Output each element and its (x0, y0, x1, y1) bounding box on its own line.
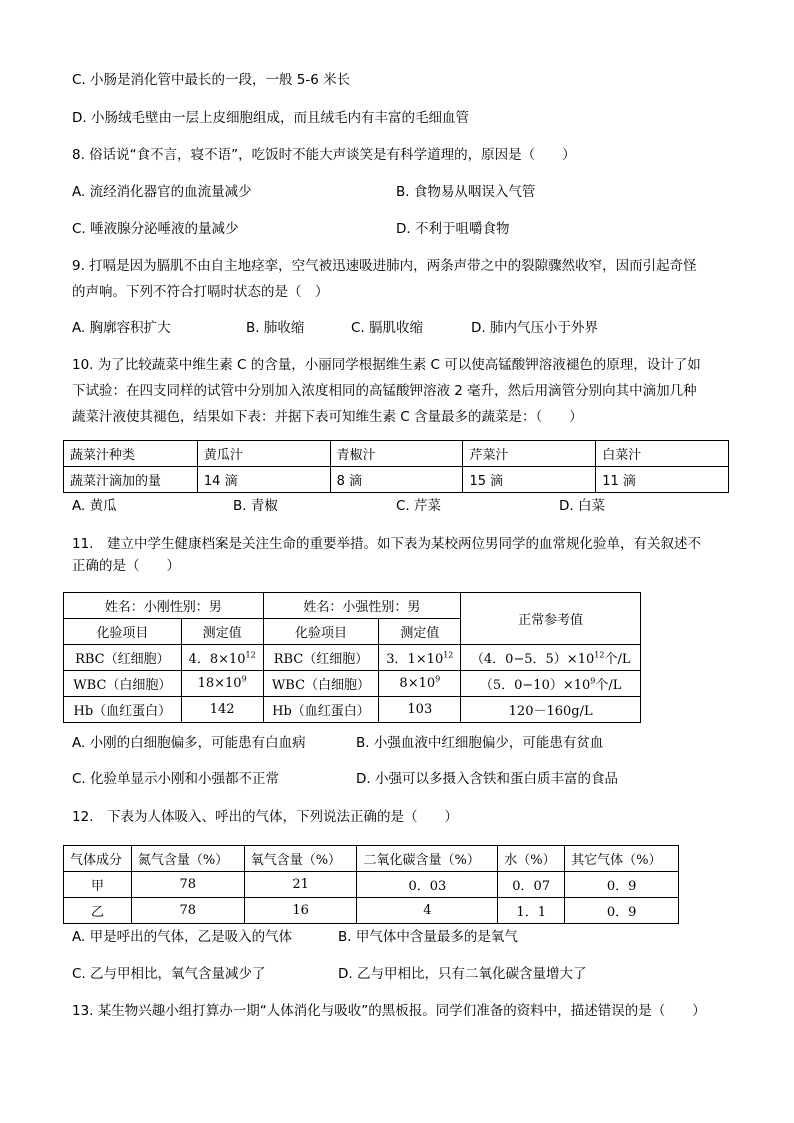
q11-stem-line1: 11. 建立中学生健康档案是关注生命的重要举措。如下表为某校两位男同学的血常规化验单，有关叙述不 (72, 536, 701, 552)
q11-stem-line2: 正确的是（ ） (72, 558, 180, 574)
table-cell: 142 (181, 697, 263, 723)
table-row (64, 898, 679, 924)
table-cell: 78 (131, 898, 244, 924)
q9-option-d: D. 肺内气压小于外界 (471, 320, 598, 336)
table-cell: Hb（血红蛋白） (263, 697, 379, 723)
student2-name: 姓名：小强性别：男 (263, 593, 461, 619)
table-cell: 8 滴 (330, 467, 463, 493)
table-cell: WBC（白细胞） (64, 671, 182, 697)
table-cell: 测定值 (181, 619, 263, 645)
table-cell: 氧气含量（%） (244, 846, 357, 872)
q11-option-b: B. 小强血液中红细胞偏少，可能患有贫血 (356, 735, 604, 751)
q11-option-c: C. 化验单显示小刚和小强都不正常 (72, 771, 280, 787)
table-cell: 水（%） (498, 846, 565, 872)
table-cell: Hb（血红蛋白） (64, 697, 182, 723)
table-cell: WBC（白细胞） (263, 671, 379, 697)
q11-option-a: A. 小刚的白细胞偏多，可能患有白血病 (72, 735, 306, 751)
table-cell: $18\times 10^9$ (181, 671, 263, 697)
table-row (64, 467, 729, 493)
table-row (64, 593, 641, 619)
table-row (64, 846, 679, 872)
q9-stem-line1: 9. 打嗝是因为膈肌不由自主地痉挛，空气被迅速吸进肺内，两条声带之中的裂隙骤然收窄，因而引起奇怪 (72, 258, 697, 274)
table-cell: 14 滴 (197, 467, 330, 493)
q12-option-d: D. 乙与甲相比，只有二氧化碳含量增大了 (338, 966, 587, 982)
table-cell: （4．0−5．$5)\times 10^{12}$个/L (461, 645, 641, 671)
table-cell: 蔬菜汁种类 (64, 441, 198, 467)
q7-option-d: D. 小肠绒毛壁由一层上皮细胞组成，而且绒毛内有丰富的毛细血管 (72, 110, 469, 126)
q7-option-c: C. 小肠是消化管中最长的一段，一般 5-6 米长 (72, 72, 351, 88)
table-cell: 芹菜汁 (463, 441, 596, 467)
q10-stem-line2: 下试验：在四支同样的试管中分别加入浓度相同的高锰酸钾溶液 2 毫升，然后用滴管分别向其中滴加几种 (72, 383, 697, 399)
q8-option-a: A. 流经消化器官的血流量减少 (72, 184, 252, 200)
table-cell: RBC（红细胞） (64, 645, 182, 671)
table-cell: 16 (244, 898, 357, 924)
q8-option-d: D. 不利于咀嚼食物 (396, 221, 510, 237)
table-cell: 其它气体（%） (565, 846, 679, 872)
vegetable-juice-table (63, 440, 729, 493)
q10-option-d: D. 白菜 (559, 498, 605, 514)
q8-option-c: C. 唾液腺分泌唾液的量减少 (72, 221, 239, 237)
table-row (64, 671, 641, 697)
table-cell: 4．$8\times 10^{12}$ (181, 645, 263, 671)
table-cell: 乙 (64, 898, 132, 924)
table-cell: （5．$0-10)\times 10^9$个/L (461, 671, 641, 697)
q9-option-b: B. 肺收缩 (246, 320, 305, 336)
table-cell: 蔬菜汁滴加的量 (64, 467, 198, 493)
table-cell: 0．9 (565, 872, 679, 898)
table-cell: 0．9 (565, 898, 679, 924)
q12-option-a: A. 甲是呼出的气体，乙是吸入的气体 (72, 929, 293, 945)
table-cell: 1．1 (498, 898, 565, 924)
table-row (64, 697, 641, 723)
q10-stem-line3: 蔬菜汁液使其褪色，结果如下表：并据下表可知维生素 C 含量最多的蔬菜是：（ ） (72, 409, 583, 425)
table-cell: 测定值 (379, 619, 461, 645)
table-cell: 0．07 (498, 872, 565, 898)
table-cell: 21 (244, 872, 357, 898)
table-row (64, 441, 729, 467)
table-cell: 甲 (64, 872, 132, 898)
q12-stem: 12. 下表为人体吸入、呼出的气体，下列说法正确的是（ ） (72, 809, 458, 825)
table-row (64, 872, 679, 898)
table-cell: 11 滴 (596, 467, 729, 493)
table-cell: 15 滴 (463, 467, 596, 493)
blood-test-table (63, 592, 641, 723)
q8-option-b: B. 食物易从咽误入气管 (396, 184, 536, 200)
q10-option-b: B. 青椒 (233, 498, 278, 514)
breath-gas-table (63, 845, 679, 924)
q10-option-c: C. 芹菜 (396, 498, 442, 514)
q10-option-a: A. 黄瓜 (72, 498, 117, 514)
reference-header: 正常参考值 (461, 593, 641, 645)
table-cell: RBC（红细胞） (263, 645, 379, 671)
table-cell: 青椒汁 (330, 441, 463, 467)
table-cell: 化验项目 (64, 619, 182, 645)
q12-option-c: C. 乙与甲相比，氧气含量减少了 (72, 966, 266, 982)
table-cell: 氮气含量（%） (131, 846, 244, 872)
q9-option-c: C. 膈肌收缩 (351, 320, 424, 336)
table-cell: 气体成分 (64, 846, 132, 872)
table-cell: 黄瓜汁 (197, 441, 330, 467)
q8-stem: 8. 俗话说“食不言，寝不语”，吃饭时不能大声谈笑是有科学道理的，原因是（ ） (72, 147, 576, 163)
table-cell: 3．$1\times 10^{12}$ (379, 645, 461, 671)
q9-stem-line2: 的声响。下列不符合打嗝时状态的是（ ） (72, 284, 329, 300)
table-cell: 化验项目 (263, 619, 379, 645)
table-cell: 4 (357, 898, 498, 924)
q13-stem: 13. 某生物兴趣小组打算办一期“人体消化与吸收”的黑板报。同学们准备的资料中，描述错误的是（ ） (72, 1003, 706, 1019)
table-cell: 120－160g/L (461, 697, 641, 723)
table-row (64, 645, 641, 671)
q9-option-a: A. 胸廓容积扩大 (72, 320, 171, 336)
table-cell: 白菜汁 (596, 441, 729, 467)
table-cell: 0．03 (357, 872, 498, 898)
q10-stem-line1: 10. 为了比较蔬菜中维生素 C 的含量，小丽同学根据维生素 C 可以使高锰酸钾溶液褪色的原理，设计了如 (72, 357, 701, 373)
q11-option-d: D. 小强可以多摄入含铁和蛋白质丰富的食品 (356, 771, 618, 787)
q12-option-b: B. 甲气体中含量最多的是氧气 (338, 929, 518, 945)
table-cell: $8\times 10^9$ (379, 671, 461, 697)
table-cell: 78 (131, 872, 244, 898)
table-cell: 103 (379, 697, 461, 723)
student1-name: 姓名：小刚性别：男 (64, 593, 264, 619)
table-cell: 二氧化碳含量（%） (357, 846, 498, 872)
